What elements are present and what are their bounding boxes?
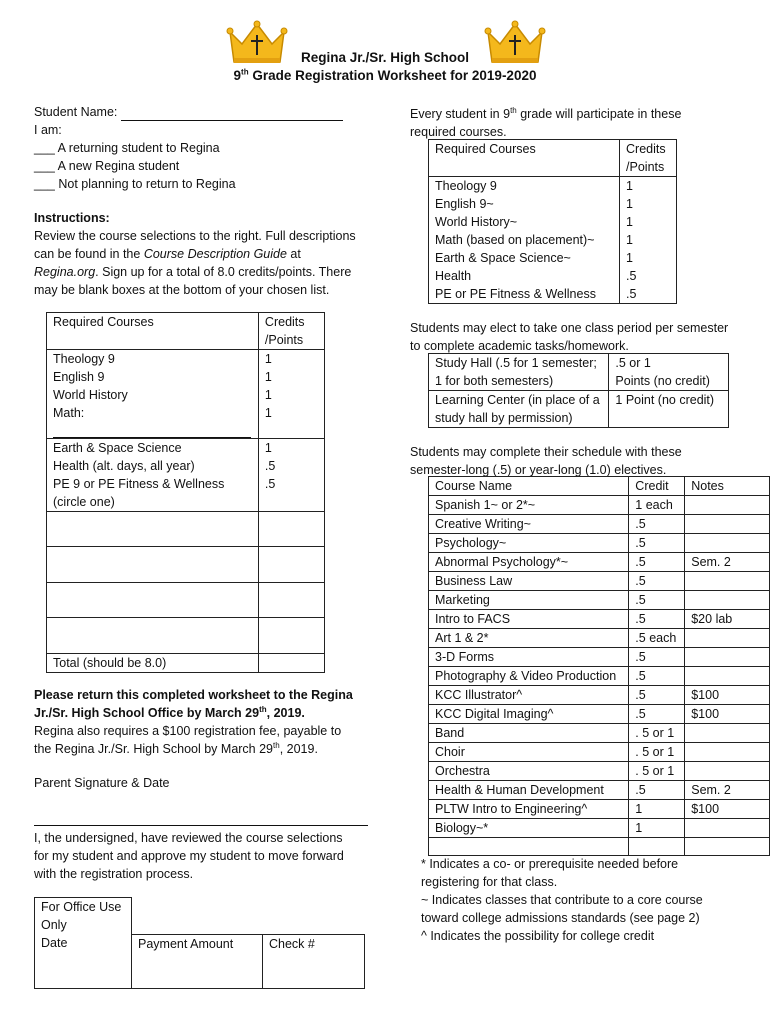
elective-course: Band [429, 724, 629, 743]
elective-credit: .5 [629, 534, 685, 553]
required-credit-list-2: 1 .5 .5 [258, 439, 324, 512]
elective-credit: .5 [629, 781, 685, 800]
instructions-heading: Instructions: [34, 211, 110, 225]
elective-credit-4[interactable] [258, 618, 324, 654]
option-new[interactable]: ___ A new Regina student [34, 159, 180, 173]
office-date: Date [35, 934, 132, 988]
learning-center-points: 1 Point (no credit) [609, 391, 729, 428]
elective-credit: .5 [629, 667, 685, 686]
office-use-table [34, 897, 365, 989]
elective-course: Art 1 & 2* [429, 629, 629, 648]
elective-blank-cell[interactable] [429, 838, 629, 856]
electives-table [428, 476, 770, 856]
elective-notes: $100 [685, 686, 770, 705]
study-hall-option: Study Hall (.5 for 1 semester; 1 for both semesters) [429, 354, 609, 391]
elective-course: 3-D Forms [429, 648, 629, 667]
elective-course: Biology~* [429, 819, 629, 838]
header-credits: Credits /Points [258, 313, 324, 350]
elective-credit: .5 [629, 572, 685, 591]
elective-credit: . 5 or 1 [629, 762, 685, 781]
elective-course: Health & Human Development [429, 781, 629, 800]
office-payment-amount: Payment Amount [132, 934, 263, 988]
elective-notes [685, 667, 770, 686]
elective-course: Choir [429, 743, 629, 762]
legend: * Indicates a co- or prerequisite needed before registering for that class. ~ Indicates classes that contribute to a core course toward college admissions standards (see page 2) ^ Indicates the possibility for college credit [421, 857, 703, 943]
elective-course: KCC Illustrator^ [429, 686, 629, 705]
elective-credit: 1 each [629, 496, 685, 515]
elective-row [429, 743, 770, 762]
elective-course: Creative Writing~ [429, 515, 629, 534]
math-course-field[interactable] [53, 422, 251, 438]
option-not-returning[interactable]: ___ Not planning to return to Regina [34, 177, 236, 191]
elective-course: Intro to FACS [429, 610, 629, 629]
elective-credit: .5 [629, 610, 685, 629]
elective-row [429, 629, 770, 648]
elective-course: Photography & Video Production [429, 667, 629, 686]
elective-notes [685, 496, 770, 515]
student-name-field[interactable] [121, 120, 343, 121]
elective-row [429, 515, 770, 534]
elective-row [429, 705, 770, 724]
elective-credit: .5 [629, 705, 685, 724]
elective-row [429, 591, 770, 610]
elective-blank-cell[interactable] [685, 838, 770, 856]
study-hall-table [428, 353, 729, 428]
elective-notes [685, 648, 770, 667]
elective-row [429, 667, 770, 686]
elective-header-credit: Credit [629, 477, 685, 496]
parent-signature-label: Parent Signature & Date [34, 776, 170, 790]
elective-course: Psychology~ [429, 534, 629, 553]
elective-credit: .5 [629, 591, 685, 610]
elective-row [429, 762, 770, 781]
study-hall-points: .5 or 1 Points (no credit) [609, 354, 729, 391]
elective-row [429, 553, 770, 572]
i-am-label: I am: [34, 123, 62, 137]
signature-line[interactable] [34, 825, 368, 826]
elective-notes: Sem. 2 [685, 781, 770, 800]
elective-row [429, 819, 770, 838]
instructions-text: Review the course selections to the right. Full descriptions can be found in the Course Description Guide at Regina.org. Sign up for a total of 8.0 credits/points. There may be blank boxes at the bottom of your chosen list. [34, 229, 356, 297]
elective-entry-4[interactable] [47, 618, 259, 654]
elective-notes [685, 762, 770, 781]
total-field[interactable] [258, 654, 324, 673]
required-credits-list: 1 1 1 1 1 .5 .5 [620, 177, 677, 304]
elective-course: Business Law [429, 572, 629, 591]
return-note: Please return this completed worksheet to the Regina Jr./Sr. High School Office by March 29th, 2019. Regina also requires a $100 registration fee, payable to the Regina Jr./Sr. High School by March 29th, 2019. [34, 688, 353, 756]
elective-header-course: Course Name [429, 477, 629, 496]
elective-credit: . 5 or 1 [629, 743, 685, 762]
elective-row [429, 610, 770, 629]
student-name-row: Student Name: [34, 103, 343, 121]
elective-course: Abnormal Psychology*~ [429, 553, 629, 572]
header-required-courses: Required Courses [47, 313, 259, 350]
elective-row [429, 648, 770, 667]
required-header-credits: Credits /Points [620, 140, 677, 177]
option-returning[interactable]: ___ A returning student to Regina [34, 141, 220, 155]
elective-credit: . 5 or 1 [629, 724, 685, 743]
elective-notes [685, 591, 770, 610]
required-header-courses: Required Courses [429, 140, 620, 177]
elective-row [429, 572, 770, 591]
elective-notes [685, 629, 770, 648]
required-credit-list-1: 1 1 1 1 [258, 350, 324, 439]
elective-row [429, 686, 770, 705]
elective-blank-cell[interactable] [629, 838, 685, 856]
elective-row-blank[interactable] [429, 838, 770, 856]
elective-notes: $20 lab [685, 610, 770, 629]
required-course-list-2: Earth & Space Science Health (alt. days, all year) PE 9 or PE Fitness & Wellness (circle one) [47, 439, 259, 512]
elective-notes: $100 [685, 800, 770, 819]
elective-course: Marketing [429, 591, 629, 610]
elective-credit-3[interactable] [258, 583, 324, 618]
elective-intro: Students may complete their schedule with these semester-long (.5) or year-long (1.0) electives. [410, 445, 682, 477]
elective-notes [685, 572, 770, 591]
total-label: Total (should be 8.0) [47, 654, 259, 673]
elective-row [429, 800, 770, 819]
elective-credit: .5 [629, 515, 685, 534]
student-course-table [46, 312, 325, 673]
elective-course: PLTW Intro to Engineering^ [429, 800, 629, 819]
elective-course: KCC Digital Imaging^ [429, 705, 629, 724]
elective-entry-1[interactable] [47, 512, 259, 547]
elective-credit: .5 [629, 648, 685, 667]
elective-row [429, 496, 770, 515]
elective-credit-2[interactable] [258, 547, 324, 583]
office-use-label: For Office Use Only [35, 898, 132, 935]
elective-course: Spanish 1~ or 2*~ [429, 496, 629, 515]
elective-notes [685, 534, 770, 553]
elective-entry-2[interactable] [47, 547, 259, 583]
elective-notes [685, 819, 770, 838]
elective-notes [685, 515, 770, 534]
required-intro: Every student in 9th grade will participate in these required courses. [410, 105, 682, 139]
elective-notes: Sem. 2 [685, 553, 770, 572]
approval-statement: I, the undersigned, have reviewed the course selections for my student and approve my student to move forward with the registration process. [34, 831, 344, 881]
elective-credit: .5 [629, 553, 685, 572]
elective-header-notes: Notes [685, 477, 770, 496]
elective-row [429, 534, 770, 553]
learning-center-option: Learning Center (in place of a study hall by permission) [429, 391, 609, 428]
elective-entry-3[interactable] [47, 583, 259, 618]
office-check-number: Check # [263, 934, 365, 988]
elective-course: Orchestra [429, 762, 629, 781]
worksheet-title: 9th Grade Registration Worksheet for 2019-2020 [233, 67, 537, 83]
school-name: Regina Jr./Sr. High School [300, 50, 470, 65]
elective-row [429, 724, 770, 743]
elective-credit-1[interactable] [258, 512, 324, 547]
required-course-list-1: Theology 9 English 9 World History Math: [47, 350, 259, 439]
elective-notes [685, 724, 770, 743]
elective-credit: 1 [629, 819, 685, 838]
elective-credit: 1 [629, 800, 685, 819]
elective-notes: $100 [685, 705, 770, 724]
elective-credit: .5 each [629, 629, 685, 648]
required-courses-list: Theology 9 English 9~ World History~ Math (based on placement)~ Earth & Space Science~ Health PE or PE Fitness & Wellness [429, 177, 620, 304]
required-courses-table [428, 139, 677, 304]
elective-row [429, 781, 770, 800]
study-intro: Students may elect to take one class period per semester to complete academic tasks/homework. [410, 321, 729, 353]
elective-credit: .5 [629, 686, 685, 705]
elective-notes [685, 743, 770, 762]
